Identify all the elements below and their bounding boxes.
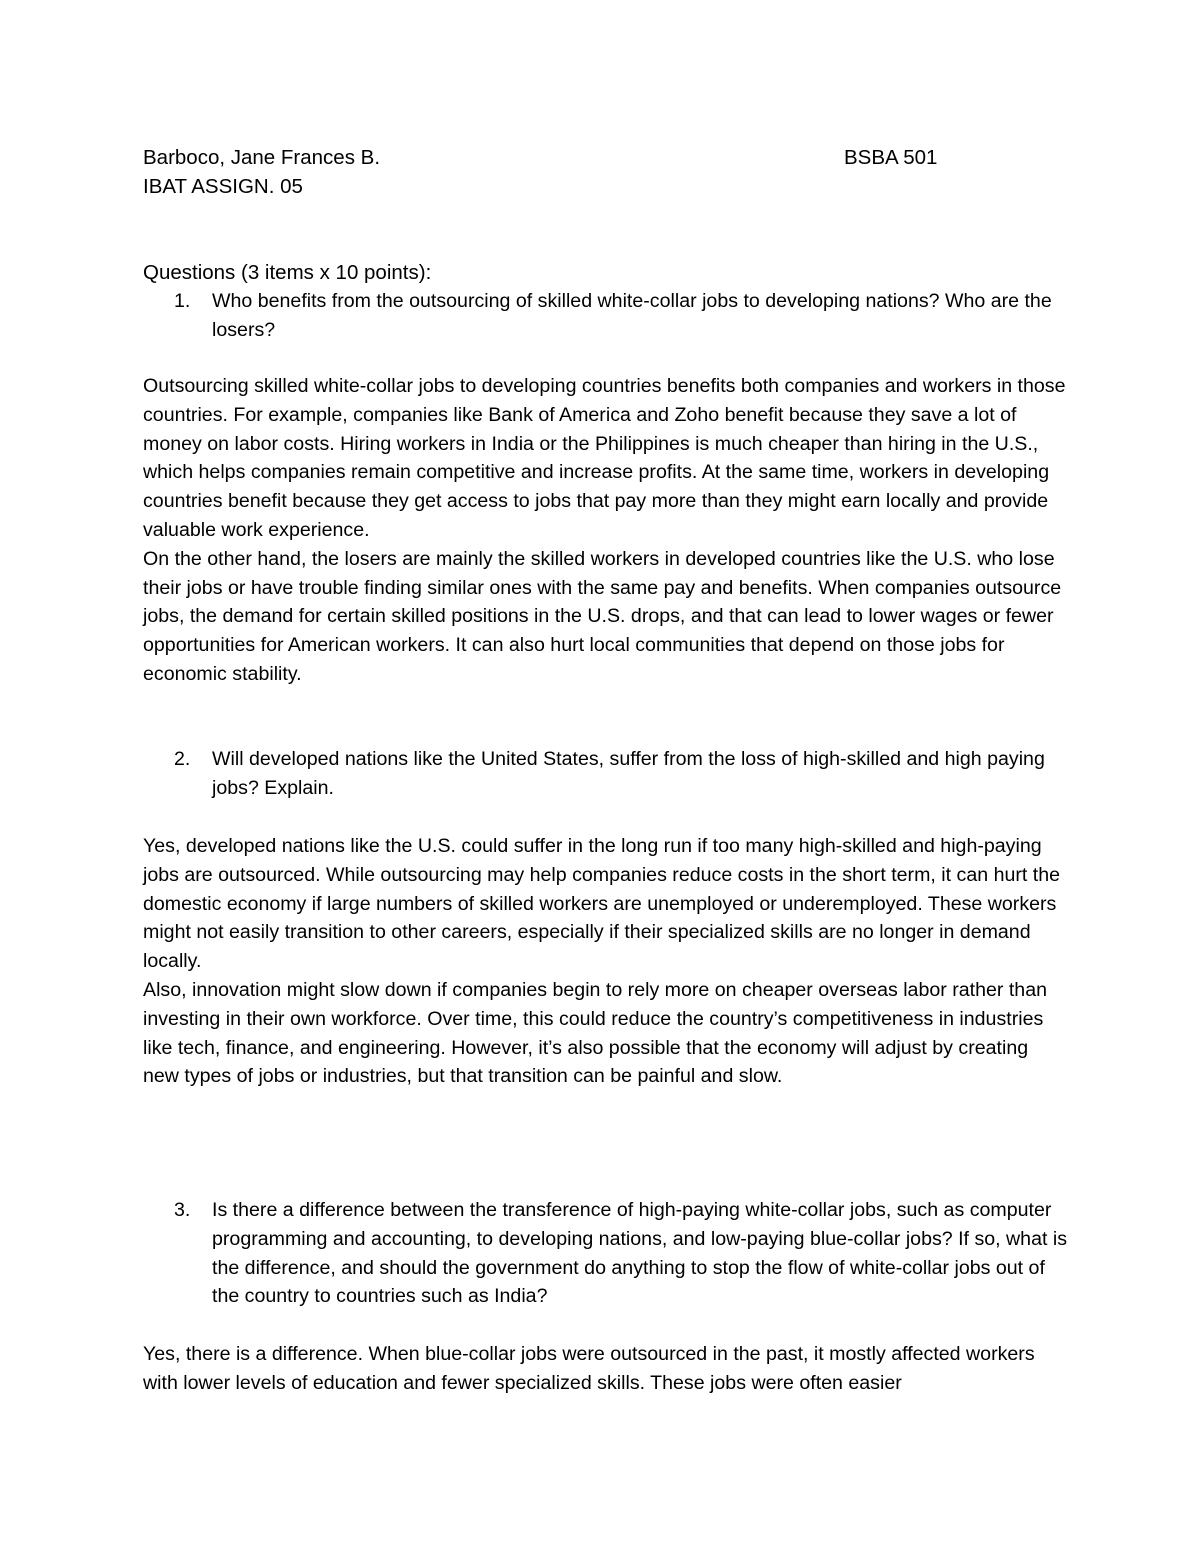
answer-paragraph: Yes, developed nations like the U.S. could suffer in the long run if too many high-skilled and high-paying jobs are outsourced. While outsourcing may help companies reduce costs in the short term, it can hurt the domestic economy if large numbers of skilled workers are unemployed or underemployed. These workers might not easily transition to other careers, especially if their specialized skills are no longer in demand locally. [143,835,1061,973]
question-number: 1. [174,290,191,312]
assignment-title: IBAT ASSIGN. 05 [143,175,303,198]
answer-paragraph: Outsourcing skilled white-collar jobs to developing countries benefits both companies and workers in those countries. For example, companies like Bank of America and Zoho benefit because they save a lot of money on labor costs. Hiring workers in India or the Philippines is much cheaper than hiring in the U.S., which helps companies remain competitive and increase profits. At the same time, workers in developing countries benefit because they get access to jobs that pay more than they might earn locally and provide valuable work experience. [143,375,1066,541]
answer-3 [143,1340,1068,1398]
question-3 [174,1196,1074,1311]
answer-paragraph: Yes, there is a difference. When blue-collar jobs were outsourced in the past, it mostly affected workers with lower levels of education and fewer specialized skills. These jobs were often easier [143,1343,1035,1394]
student-name: Barboco, Jane Frances B. [143,146,381,169]
answer-2 [143,832,1068,1091]
answer-paragraph: On the other hand, the losers are mainly the skilled workers in developed countries like the U.S. who lose their jobs or have trouble finding similar ones with the same pay and benefits. When companies outsource jobs, the demand for certain skilled positions in the U.S. drops, and that can lead to lower wages or fewer opportunities for American workers. It can also hurt local communities that depend on those jobs for economic stability. [143,547,1062,685]
question-text: Is there a difference between the transference of high-paying white-collar jobs, such as computer programming and accounting, to developing nations, and low-paying blue-collar jobs? If so, what is the difference, and should the government do anything to stop the flow of white-collar jobs out of the country to countries such as India? [212,1199,1068,1308]
question-2 [174,745,1074,803]
question-1 [174,287,1074,345]
answer-paragraph: Also, innovation might slow down if companies begin to rely more on cheaper overseas labor rather than investing in their own workforce. Over time, this could reduce the country’s competitiveness in industries like tech, finance, and engineering. However, it’s also possible that the economy will adjust by creating new types of jobs or industries, but that transition can be painful and slow. [143,978,1047,1088]
question-text: Will developed nations like the United States, suffer from the loss of high-skilled and high paying jobs? Explain. [212,748,1045,799]
course-code: BSBA 501 [844,146,938,169]
question-text: Who benefits from the outsourcing of skilled white-collar jobs to developing nations? Who are the losers? [212,290,1052,341]
questions-label: Questions (3 items x 10 points): [143,261,432,284]
answer-1 [143,372,1068,689]
question-number: 2. [174,748,191,770]
question-number: 3. [174,1199,191,1221]
